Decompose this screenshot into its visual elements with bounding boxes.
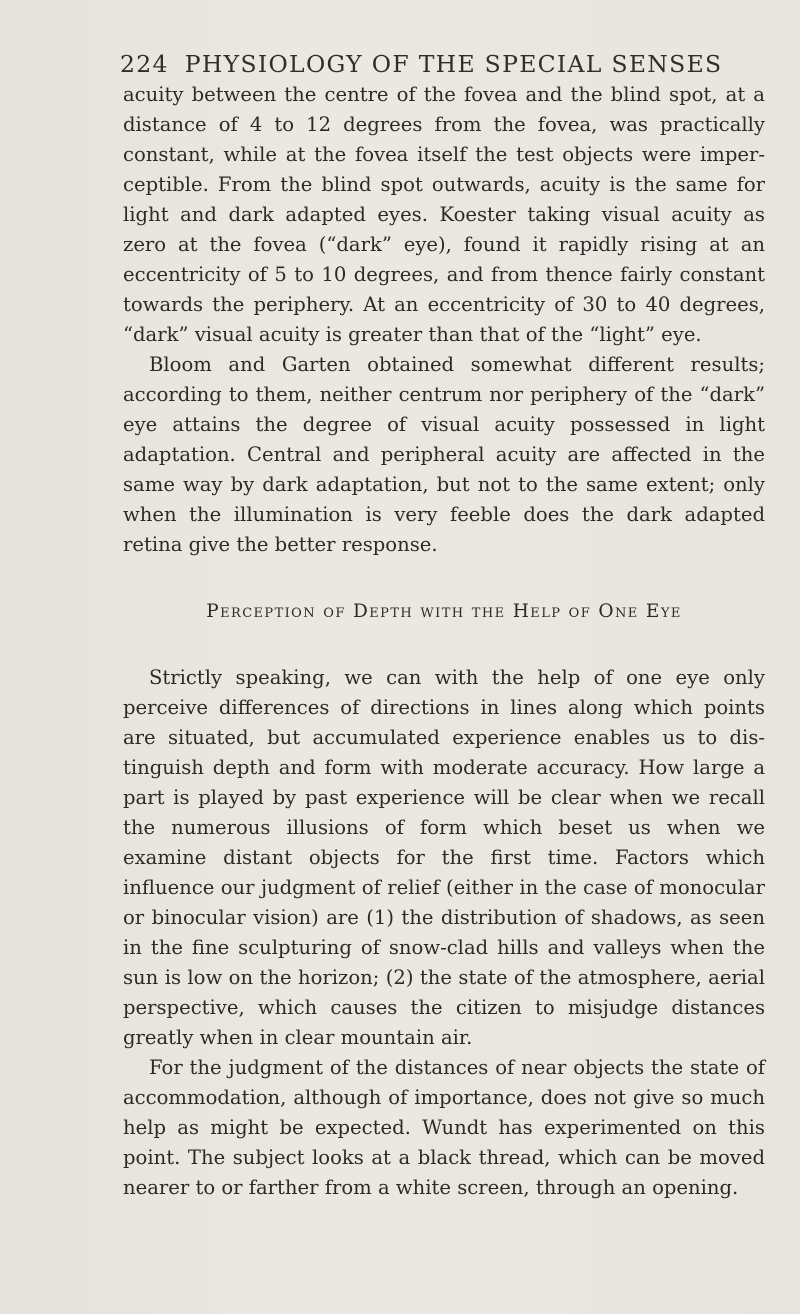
paragraph-acuity-continued: acuity between the centre of the fovea and the blind spot, at a distance of 4 to 12 degrees from the fovea, was practically constant, while at the fovea itself the test objects were imperceptible. From the blind spot outwards, acuity is the same for light and dark adapted eyes. Koester taking visual acuity as zero at the fovea (“dark” eye), found it rapidly rising at an eccentricity of 5 to 10 degrees, and from thence fairly constant towards the periphery. At an eccentricity of 30 to 40 degrees, “dark” visual acuity is greater than that of the “light” eye. bbox=[123, 83, 765, 346]
page-number: 224 bbox=[120, 50, 169, 78]
running-title: PHYSIOLOGY OF THE SPECIAL SENSES bbox=[184, 50, 723, 78]
paragraph-bloom-garten: Bloom and Garten obtained somewhat different results; according to them, neither centrum nor periphery of the “dark” eye attains the degree of visual acuity possessed in light adaptation. Central and peripheral acuity are affected in the same way by dark adaptation, but not to the same extent; only when the illumination is very feeble does the dark adapted retina give the better response. bbox=[123, 353, 765, 556]
body-text bbox=[123, 80, 765, 1203]
paragraph-accommodation: For the judgment of the distances of near objects the state of accommodation, although of importance, does not give so much help as might be expected. Wundt has experimented on this point. The subject looks at a black thread, which can be moved nearer to or farther from a white screen, through an opening. bbox=[123, 1056, 765, 1199]
section-heading: Perception of Depth with the Help of One Eye bbox=[206, 601, 682, 622]
running-header bbox=[120, 50, 760, 78]
paragraph-depth-perception: Strictly speaking, we can with the help of one eye only perceive differences of directions in lines along which points are situated, but accumulated experience enables us to distinguish depth and form with moderate accuracy. How large a part is played by past experience will be clear when we recall the numerous illusions of form which beset us when we examine distant objects for the first time. Factors which influence our judgment of relief (either in the case of monocular or binocular vision) are (1) the distribution of shadows, as seen in the fine sculpturing of snow-clad hills and valleys when the sun is low on the horizon; (2) the state of the atmosphere, aerial perspective, which causes the citizen to misjudge distances greatly when in clear mountain air. bbox=[123, 666, 765, 1049]
